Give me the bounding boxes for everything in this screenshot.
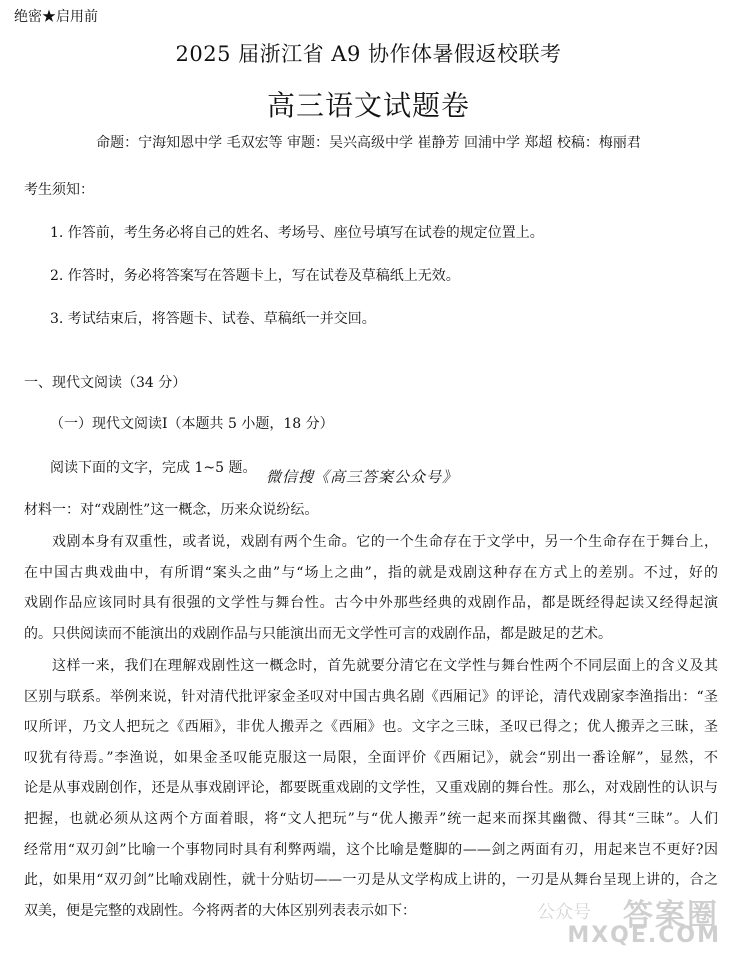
section-heading: 一、现代文阅读（34 分） bbox=[24, 375, 187, 391]
authors-line: 命题：宁海知恩中学 毛双宏等 审题：吴兴高级中学 崔静芳 回浦中学 郑超 校稿：梅丽君 bbox=[96, 135, 641, 151]
watermark-big: 答案圈 bbox=[623, 898, 719, 933]
paragraph-line: 戏剧作品应该同时具有很强的文学性与舞台性。古今中外那些经典的戏剧作品，都是既经得起读又经得起演 bbox=[24, 595, 718, 612]
reading-instruction: 阅读下面的文字，完成 1~5 题。 bbox=[50, 460, 257, 476]
paragraph-line: 戏剧本身有双重性，或者说，戏剧有两个生命。它的一个生命存在于文学中，另一个生命存在于舞台上， bbox=[52, 534, 718, 550]
paragraph-line: 把握，也就必须从这两个方面着眼，将“文人把玩”与“优人搬弄”统一起来而探其幽微、得其“三昧”。人们 bbox=[24, 810, 718, 827]
paragraph-line: 此，如果用“双刃剑”比喻戏剧性，就十分贴切——一刃是从文学构成上讲的，一刃是从舞台呈现上讲的，合之 bbox=[24, 872, 718, 889]
watermark-top: 微信搜《高三答案公众号》 bbox=[266, 468, 459, 486]
paragraph-line: 的。只供阅读而不能演出的戏剧作品与只能演出而无文学性可言的戏剧作品，都是跛足的艺术。 bbox=[24, 625, 612, 642]
secret-label: 绝密★启用前 bbox=[14, 9, 98, 25]
paragraph-line: 这样一来，我们在理解戏剧性这一概念时，首先就要分清它在文学性与舞台性两个不同层面上的含义及其 bbox=[52, 658, 718, 674]
watermark-logo bbox=[537, 890, 727, 950]
watermark-gzh: 公众号 bbox=[537, 902, 591, 923]
paragraph-line: 经常用“双刃剑”比喻一个事物同时具有利弊两端，这个比喻是蹩脚的——剑之两面有刃，用起来岂不更好?因 bbox=[24, 841, 718, 858]
subsection-heading: （一）现代文阅读Ⅰ（本题共 5 小题，18 分） bbox=[50, 416, 334, 432]
paragraph-line: 在中国古典戏曲中，有所谓“案头之曲”与“场上之曲”，指的就是戏剧这种存在方式上的差别。不过，好的 bbox=[24, 564, 718, 581]
paragraph-line: 叹犹有待焉。”李渔说，如果金圣叹能克服这一局限，全面评价《西厢记》，就会“别出一番诠解”，显然，不 bbox=[24, 749, 718, 766]
paragraph-2 bbox=[24, 651, 718, 926]
notice-item-2: 2. 作答时，务必将答案写在答题卡上，写在试卷及草稿纸上无效。 bbox=[50, 268, 460, 284]
material-title: 材料一：对“戏剧性”这一概念，历来众说纷纭。 bbox=[24, 502, 319, 518]
paper-title: 高三语文试题卷 bbox=[266, 89, 470, 122]
paragraph-line: 区别与联系。举例来说，针对清代批评家金圣叹对中国古典名剧《西厢记》的评论，清代戏剧家李渔指出：“圣 bbox=[24, 688, 718, 705]
notice-item-3: 3. 考试结束后，将答题卡、试卷、草稿纸一并交回。 bbox=[50, 311, 376, 327]
exam-title: 2025 届浙江省 A9 协作体暑假返校联考 bbox=[175, 42, 562, 66]
notice-heading: 考生须知： bbox=[24, 182, 94, 198]
paragraph-1 bbox=[24, 527, 718, 649]
notice-item-1: 1. 作答前，考生务必将自己的姓名、考场号、座位号填写在试卷的规定位置上。 bbox=[50, 225, 544, 241]
watermark-url: MXQE.COM bbox=[567, 923, 721, 948]
paragraph-line: 论是从事戏剧创作，还是从事戏剧评论，都要既重戏剧的文学性，又重戏剧的舞台性。那么，对戏剧性的认识与 bbox=[24, 780, 718, 797]
paragraph-line: 双美，便是完整的戏剧性。今将两者的大体区别列表表示如下： bbox=[24, 902, 416, 919]
paragraph-line: 叹所评，乃文人把玩之《西厢》，非优人搬弄之《西厢》也。文字之三昧，圣叹已得之；优人搬弄之三昧，圣 bbox=[24, 719, 718, 736]
